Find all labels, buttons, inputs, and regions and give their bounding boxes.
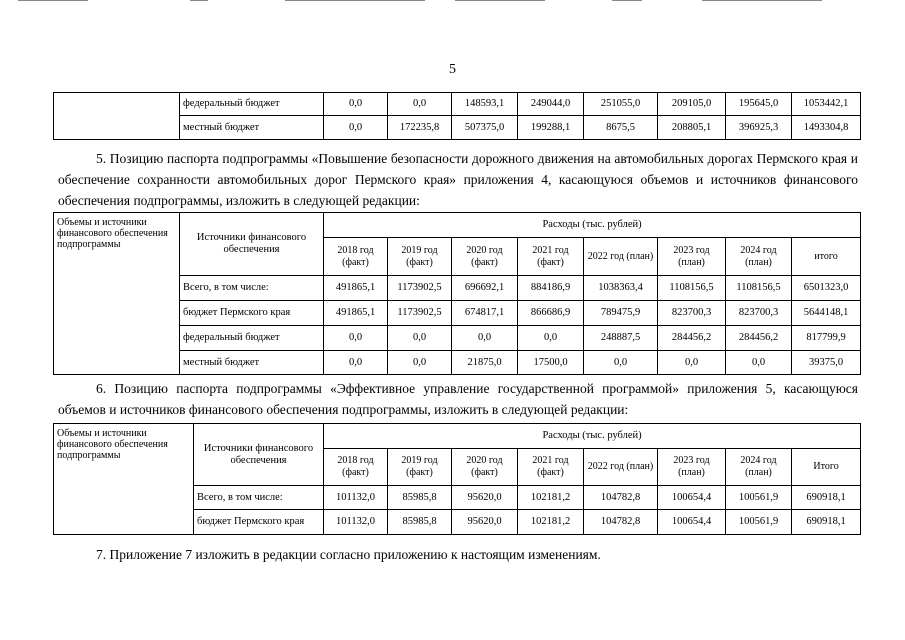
- value-cell: 172235,8: [388, 116, 452, 140]
- value-cell: 100654,4: [658, 486, 726, 510]
- value-cell: 100561,9: [726, 510, 792, 535]
- value-cell: 1053442,1: [792, 93, 861, 116]
- paragraph-5-text: 5. Позицию паспорта подпрограммы «Повышение безопасности дорожного движения на автомобильных дорогах Пермского края и обеспечение сохранности автомобильных дорог Пермского края» приложения 4, касающуюся объемов и источников финансового обеспечения подпрограммы, изложить в следующей редакции:: [58, 151, 858, 208]
- sources-heading: Объемы и источники финансового обеспечения подпрограммы: [54, 213, 180, 375]
- value-cell: 195645,0: [726, 93, 792, 116]
- value-cell: 674817,1: [452, 301, 518, 326]
- year-header: 2019 год (факт): [388, 238, 452, 276]
- sources-column-header: Источники финансового обеспечения: [194, 424, 324, 486]
- year-header: 2020 год (факт): [452, 238, 518, 276]
- value-cell: 251055,0: [584, 93, 658, 116]
- row-label: бюджет Пермского края: [180, 301, 324, 326]
- scan-top-marks: [0, 0, 905, 3]
- sources-heading: Объемы и источники финансового обеспечения подпрограммы: [54, 424, 194, 535]
- table-5: [53, 212, 861, 375]
- paragraph-6: [58, 378, 858, 420]
- row-label: Всего, в том числе:: [194, 486, 324, 510]
- value-cell: 507375,0: [452, 116, 518, 140]
- value-cell: 491865,1: [324, 301, 388, 326]
- year-header: 2024 год (план): [726, 238, 792, 276]
- paragraph-7-text: 7. Приложение 7 изложить в редакции согласно приложению к настоящим изменениям.: [96, 547, 601, 562]
- row-label: федеральный бюджет: [180, 93, 324, 116]
- row-label: федеральный бюджет: [180, 326, 324, 351]
- value-cell: 104782,8: [584, 510, 658, 535]
- year-header: 2022 год (план): [584, 449, 658, 486]
- value-cell: 249044,0: [518, 93, 584, 116]
- total-header: итого: [792, 238, 861, 276]
- expenses-header: Расходы (тыс. рублей): [324, 213, 861, 238]
- year-header: 2018 год (факт): [324, 238, 388, 276]
- value-cell: 0,0: [658, 351, 726, 375]
- table-row: [54, 93, 861, 116]
- value-cell: 284456,2: [658, 326, 726, 351]
- row-label: местный бюджет: [180, 351, 324, 375]
- value-cell: 789475,9: [584, 301, 658, 326]
- value-cell: 100654,4: [658, 510, 726, 535]
- value-cell: 0,0: [324, 93, 388, 116]
- value-cell: 95620,0: [452, 486, 518, 510]
- value-cell: 696692,1: [452, 276, 518, 301]
- value-cell: 248887,5: [584, 326, 658, 351]
- paragraph-6-text: 6. Позицию паспорта подпрограммы «Эффективное управление государственной программой» приложения 5, касающуюся объемов и источников финансового обеспечения подпрограммы, изложить в следующей редакции:: [58, 381, 858, 417]
- table-header-row: [54, 424, 861, 449]
- value-cell: 0,0: [388, 93, 452, 116]
- year-header: 2023 год (план): [658, 449, 726, 486]
- value-cell: 0,0: [324, 326, 388, 351]
- value-cell: 1173902,5: [388, 301, 452, 326]
- paragraph-5: [58, 148, 858, 211]
- value-cell: 17500,0: [518, 351, 584, 375]
- row-label: местный бюджет: [180, 116, 324, 140]
- value-cell: 208805,1: [658, 116, 726, 140]
- value-cell: 85985,8: [388, 486, 452, 510]
- value-cell: 102181,2: [518, 486, 584, 510]
- value-cell: 95620,0: [452, 510, 518, 535]
- value-cell: 5644148,1: [792, 301, 861, 326]
- value-cell: 100561,9: [726, 486, 792, 510]
- value-cell: 0,0: [388, 351, 452, 375]
- value-cell: 817799,9: [792, 326, 861, 351]
- value-cell: 690918,1: [792, 510, 861, 535]
- value-cell: 101132,0: [324, 510, 388, 535]
- row-label: Всего, в том числе:: [180, 276, 324, 301]
- paragraph-7: [58, 544, 858, 565]
- value-cell: 101132,0: [324, 486, 388, 510]
- year-header: 2018 год (факт): [324, 449, 388, 486]
- year-header: 2019 год (факт): [388, 449, 452, 486]
- value-cell: 396925,3: [726, 116, 792, 140]
- value-cell: 104782,8: [584, 486, 658, 510]
- value-cell: 0,0: [324, 351, 388, 375]
- year-header: 2022 год (план): [584, 238, 658, 276]
- value-cell: 884186,9: [518, 276, 584, 301]
- value-cell: 823700,3: [726, 301, 792, 326]
- value-cell: 0,0: [324, 116, 388, 140]
- value-cell: 1108156,5: [726, 276, 792, 301]
- table-top: [53, 92, 861, 140]
- value-cell: 823700,3: [658, 301, 726, 326]
- value-cell: 491865,1: [324, 276, 388, 301]
- page-number: 5: [449, 62, 456, 77]
- value-cell: 148593,1: [452, 93, 518, 116]
- value-cell: 0,0: [452, 326, 518, 351]
- value-cell: 284456,2: [726, 326, 792, 351]
- value-cell: 690918,1: [792, 486, 861, 510]
- value-cell: 1108156,5: [658, 276, 726, 301]
- empty-cell: [54, 93, 180, 140]
- value-cell: 1493304,8: [792, 116, 861, 140]
- value-cell: 8675,5: [584, 116, 658, 140]
- value-cell: 0,0: [584, 351, 658, 375]
- year-header: 2021 год (факт): [518, 238, 584, 276]
- value-cell: 866686,9: [518, 301, 584, 326]
- sources-column-header: Источники финансового обеспечения: [180, 213, 324, 276]
- value-cell: 199288,1: [518, 116, 584, 140]
- value-cell: 6501323,0: [792, 276, 861, 301]
- row-label: бюджет Пермского края: [194, 510, 324, 535]
- value-cell: 0,0: [726, 351, 792, 375]
- year-header: 2021 год (факт): [518, 449, 584, 486]
- total-header: Итого: [792, 449, 861, 486]
- table-6: [53, 423, 861, 535]
- value-cell: 0,0: [518, 326, 584, 351]
- year-header: 2024 год (план): [726, 449, 792, 486]
- year-header: 2020 год (факт): [452, 449, 518, 486]
- value-cell: 0,0: [388, 326, 452, 351]
- value-cell: 209105,0: [658, 93, 726, 116]
- value-cell: 21875,0: [452, 351, 518, 375]
- table-header-row: [54, 213, 861, 238]
- value-cell: 39375,0: [792, 351, 861, 375]
- expenses-header: Расходы (тыс. рублей): [324, 424, 861, 449]
- value-cell: 85985,8: [388, 510, 452, 535]
- value-cell: 1173902,5: [388, 276, 452, 301]
- year-header: 2023 год (план): [658, 238, 726, 276]
- value-cell: 102181,2: [518, 510, 584, 535]
- value-cell: 1038363,4: [584, 276, 658, 301]
